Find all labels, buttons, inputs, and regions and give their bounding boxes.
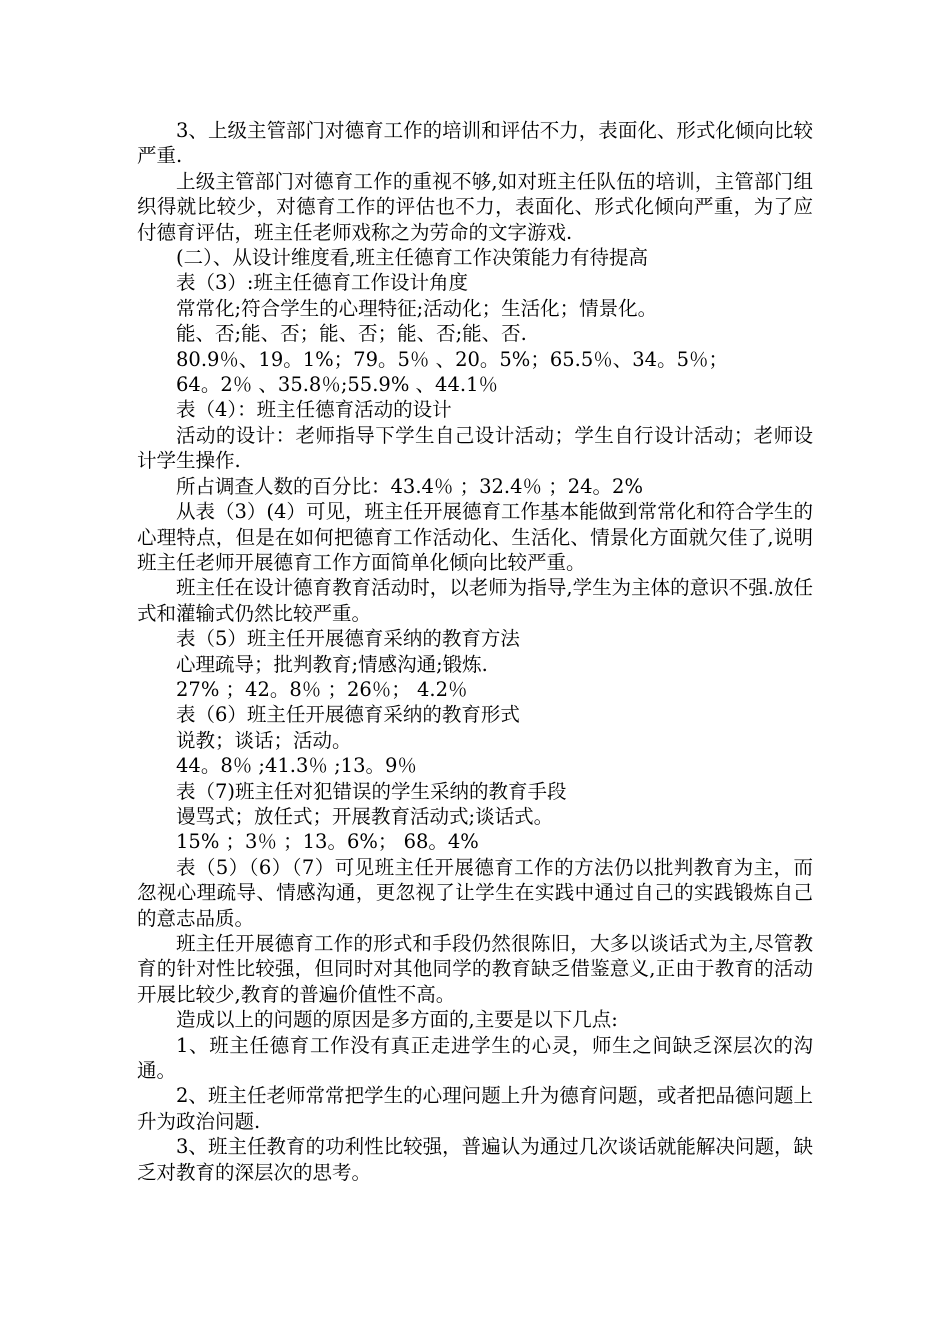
section-heading: (二）、从设计维度看,班主任德育工作决策能力有待提高 [176,246,649,270]
table-row: 说教；谈话；活动。 [176,728,352,752]
paragraph: 上级主管部门对德育工作的重视不够,如对班主任队伍的培训，主管部门组织得就比较少，对德育工作的评估也不力，表面化、形式化倾向严重，为了应付德育评估，班主任老师戏称之为劳命的文字游戏. [137,169,813,244]
document-body [137,118,813,1185]
table-row: 44。8％ ;41.3％ ;13。9％ [176,754,417,778]
table-row: 活动的设计：老师指导下学生自己设计活动；学生自行设计活动；老师设计学生操作. [137,423,813,473]
table-row: 能、否;能、否；能、否；能、否;能、否. [176,322,527,346]
table-row: 谩骂式；放任式；开展教育活动式;谈话式。 [176,804,554,828]
list-item: 2、班主任老师常常把学生的心理问题上升为德育问题，或者把品德问题上升为政治问题. [137,1084,813,1133]
table-caption: 表（3）:班主任德育工作设计角度 [176,271,468,295]
table-row: 27% ；42。8％ ；26％； 4.2％ [176,677,468,701]
table-row: 常常化;符合学生的心理特征;活动化；生活化；情景化。 [176,296,658,320]
paragraph: 表（5）（6）（7）可见班主任开展德育工作的方法仍以批判教育为主，而忽视心理疏导、情感沟通，更忽视了让学生在实践中通过自己的实践锻炼自己的意志品质。 [137,855,813,930]
table-row: 所占调查人数的百分比：43.4％ ；32.4％ ；24。2% [176,474,643,498]
list-item: 3、班主任教育的功利性比较强，普遍认为通过几次谈话就能解决问题，缺乏对教育的深层次的思考。 [137,1135,813,1184]
table-caption: 表（6）班主任开展德育采纳的教育形式 [176,703,520,727]
paragraph: 3、上级主管部门对德育工作的培训和评估不力，表面化、形式化倾向比较严重. [137,119,813,168]
paragraph: 从表（3）(4）可见，班主任开展德育工作基本能做到常常化和符合学生的心理特点，但是在如何把德育工作活动化、生活化、情景化方面就欠佳了,说明班主任老师开展德育工作方面简单化倾向比较严重。 [137,500,813,574]
table-row: 15% ；3％ ；13。6%； 68。4% [176,830,479,854]
table-caption: 表（5）班主任开展德育采纳的教育方法 [176,627,520,651]
table-caption: 表（7)班主任对犯错误的学生采纳的教育手段 [176,779,567,803]
paragraph: 班主任在设计德育教育活动时，以老师为指导,学生为主体的意识不强.放任式和灌输式仍然比较严重。 [137,576,813,625]
table-row: 64。2％ 、35.8％;55.9% 、44.1％ [176,373,498,397]
table-row: 心理疏导；批判教育;情感沟通;锻炼. [176,652,488,676]
table-caption: 表（4）：班主任德育活动的设计 [176,398,452,422]
paragraph: 班主任开展德育工作的形式和手段仍然很陈旧，大多以谈话式为主,尽管教育的针对性比较强，但同时对其他同学的教育缺乏借鉴意义,正由于教育的活动开展比较少,教育的普遍价值性不高。 [137,932,813,1006]
table-row: 80.9％、19。1%；79。5％ 、20。5%；65.5％、34。5％； [176,347,728,371]
list-item: 1、班主任德育工作没有真正走进学生的心灵，师生之间缺乏深层次的沟通。 [137,1033,813,1083]
paragraph: 造成以上的问题的原因是多方面的,主要是以下几点: [176,1008,618,1032]
